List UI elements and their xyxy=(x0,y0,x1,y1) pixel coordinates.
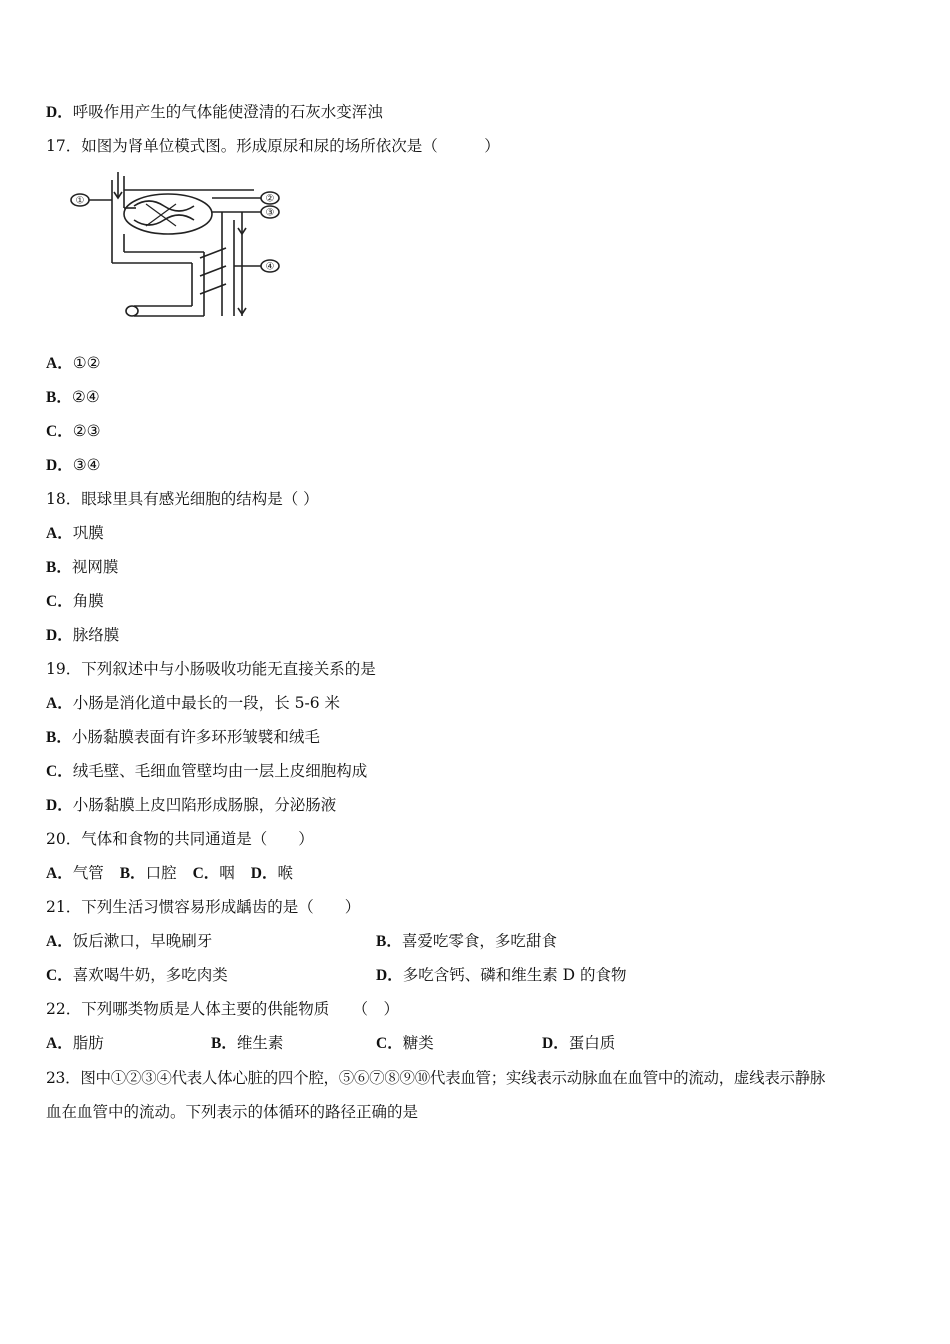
q17-stem: 17．如图为肾单位模式图。形成原尿和尿的场所依次是（ ） xyxy=(46,137,500,155)
q22-option-c: C．糖类 xyxy=(376,1034,434,1052)
nephron-diagram-svg xyxy=(64,168,294,326)
q22-option-b: B．维生素 xyxy=(211,1034,284,1052)
q22-option-d: D．蛋白质 xyxy=(542,1034,616,1052)
q18-option-d: D．脉络膜 xyxy=(46,626,120,644)
q20-stem: 20．气体和食物的共同通道是（ ） xyxy=(46,830,314,848)
q21-stem: 21．下列生活习惯容易形成龋齿的是（ ） xyxy=(46,898,361,916)
figure-label-1: ① xyxy=(75,195,85,207)
nephron-diagram xyxy=(64,168,294,326)
q17-option-d: D．③④ xyxy=(46,456,101,474)
q21-option-a: A．饭后漱口，早晚刷牙 xyxy=(46,932,213,950)
q21-option-d: D．多吃含钙、磷和维生素 D 的食物 xyxy=(376,966,627,984)
q18-stem: 18．眼球里具有感光细胞的结构是（ ） xyxy=(46,490,319,508)
q19-stem: 19．下列叙述中与小肠吸收功能无直接关系的是 xyxy=(46,660,376,678)
figure-label-4: ④ xyxy=(265,261,275,273)
q17-option-b: B．②④ xyxy=(46,388,100,406)
q18-option-a: A．巩膜 xyxy=(46,524,104,542)
q19-option-a: A．小肠是消化道中最长的一段，长 5-6 米 xyxy=(46,694,341,712)
q21-option-c: C．喜欢喝牛奶，多吃肉类 xyxy=(46,966,228,984)
q18-option-b: B．视网膜 xyxy=(46,558,119,576)
q16-option-d: D．呼吸作用产生的气体能使澄清的石灰水变浑浊 xyxy=(46,103,383,121)
q23-stem-line-1: 23．图中①②③④代表人体心脏的四个腔，⑤⑥⑦⑧⑨⑩代表血管；实线表示动脉血在血管中的流动，虚线表示静脉 xyxy=(46,1069,826,1087)
q23-stem-line-2: 血在血管中的流动。下列表示的体循环的路径正确的是 xyxy=(46,1103,419,1121)
q20-options: A．气管 B．口腔 C．咽 D．喉 xyxy=(46,864,294,882)
q17-option-c: C．②③ xyxy=(46,422,101,440)
q19-option-c: C．绒毛壁、毛细血管壁均由一层上皮细胞构成 xyxy=(46,762,368,780)
q21-option-b: B．喜爱吃零食，多吃甜食 xyxy=(376,932,557,950)
q17-option-a: A．①② xyxy=(46,354,101,372)
figure-label-3: ③ xyxy=(265,207,275,219)
q19-option-d: D．小肠黏膜上皮凹陷形成肠腺，分泌肠液 xyxy=(46,796,337,814)
q18-option-c: C．角膜 xyxy=(46,592,104,610)
q22-stem: 22．下列哪类物质是人体主要的供能物质 （ ） xyxy=(46,1000,399,1018)
q22-option-a: A．脂肪 xyxy=(46,1034,104,1052)
figure-label-2: ② xyxy=(265,193,275,205)
q19-option-b: B．小肠黏膜表面有许多环形皱襞和绒毛 xyxy=(46,728,320,746)
